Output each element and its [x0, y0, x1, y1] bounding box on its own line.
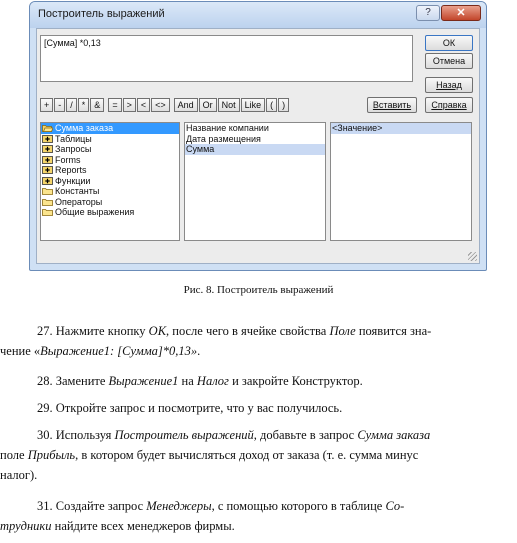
paragraph-28: 28. Замените Выражение1 на Налог и закройте Конструктор.	[37, 374, 363, 388]
help-question-icon[interactable]: ?	[416, 5, 440, 21]
object-tree-list[interactable]	[40, 122, 180, 241]
tree-item[interactable]	[41, 134, 179, 145]
tree-item-label: Сумма заказа	[55, 123, 114, 133]
paragraph-29: 29. Откройте запрос и посмотрите, что у вас получилось.	[37, 401, 343, 415]
operator-button[interactable]: And	[174, 98, 198, 112]
operator-toolbar	[40, 98, 289, 112]
tree-item[interactable]	[41, 123, 179, 134]
tree-item[interactable]	[41, 144, 179, 155]
fields-list[interactable]	[184, 122, 326, 241]
folder-icon	[42, 187, 53, 195]
help-button[interactable]: Справка	[425, 97, 473, 113]
folder-icon	[42, 198, 53, 206]
operator-button[interactable]: Not	[218, 98, 240, 112]
title-bar[interactable]	[30, 2, 486, 28]
back-button[interactable]: Назад	[425, 77, 473, 93]
value-item[interactable]: <Значение>	[331, 123, 471, 134]
tree-item-label: Константы	[55, 186, 100, 196]
paragraph-31: 31. Создайте запрос Менеджеры, с помощью которого в таблице Со- трудники найдите всех менеджеров фирмы.	[0, 499, 405, 533]
ok-button[interactable]: ОК	[425, 35, 473, 51]
open-folder-icon	[42, 124, 53, 132]
tree-item[interactable]	[41, 186, 179, 197]
operator-button[interactable]: Like	[241, 98, 266, 112]
field-item[interactable]: Дата размещения	[186, 133, 261, 144]
close-icon[interactable]: ✕	[441, 5, 481, 21]
expression-builder-dialog	[29, 1, 487, 271]
paragraph-30: 30. Используя Построитель выражений, добавьте в запрос Сумма заказа поле Прибыль, в котором будет вычисляться доход от заказа (т. е. сумма минус налог).	[0, 428, 431, 482]
operator-button[interactable]: Or	[199, 98, 217, 112]
tree-item[interactable]	[41, 165, 179, 176]
expand-folder-icon	[42, 156, 53, 164]
field-item[interactable]: Сумма	[185, 144, 325, 155]
operator-button[interactable]: )	[278, 98, 289, 112]
insert-button[interactable]: Вставить	[367, 97, 417, 113]
tree-item-label: Forms	[55, 154, 81, 165]
cancel-button[interactable]: Отмена	[425, 53, 473, 69]
tree-item-label: Reports	[55, 165, 87, 175]
expression-input[interactable]: [Сумма] *0,13	[40, 35, 413, 82]
dialog-title: Построитель выражений	[38, 8, 165, 20]
expand-folder-icon	[42, 135, 53, 143]
operator-button[interactable]: /	[66, 98, 77, 112]
values-list[interactable]	[330, 122, 472, 241]
tree-item-label: Функции	[55, 175, 91, 186]
expand-folder-icon	[42, 145, 53, 153]
tree-item[interactable]	[41, 197, 179, 208]
tree-item-label: Операторы	[55, 196, 103, 207]
figure-caption: Рис. 8. Построитель выражений	[183, 284, 334, 296]
expand-folder-icon	[42, 166, 53, 174]
operator-button[interactable]: (	[266, 98, 277, 112]
tree-item[interactable]	[41, 207, 179, 218]
field-item[interactable]: Название компании	[186, 123, 269, 133]
tree-item-label: Запросы	[55, 144, 92, 154]
resize-grip[interactable]	[468, 252, 477, 261]
tree-item-label: Таблицы	[55, 133, 92, 144]
operator-button[interactable]: &	[90, 98, 104, 112]
dialog-body	[36, 28, 480, 264]
operator-button[interactable]: =	[108, 98, 121, 112]
operator-button[interactable]: <>	[151, 98, 170, 112]
operator-button[interactable]: +	[40, 98, 53, 112]
tree-item[interactable]	[41, 155, 179, 166]
operator-button[interactable]: >	[123, 98, 136, 112]
operator-button[interactable]: <	[137, 98, 150, 112]
tree-item[interactable]	[41, 176, 179, 187]
operator-button[interactable]: *	[78, 98, 90, 112]
operator-button[interactable]: -	[54, 98, 65, 112]
folder-icon	[42, 208, 53, 216]
tree-item-label: Общие выражения	[55, 207, 135, 217]
paragraph-27: 27. Нажмите кнопку ОК, после чего в ячейке свойства Поле появится зна- чение «Выражение1: [Сумма]*0,13».	[0, 324, 432, 358]
expand-folder-icon	[42, 177, 53, 185]
